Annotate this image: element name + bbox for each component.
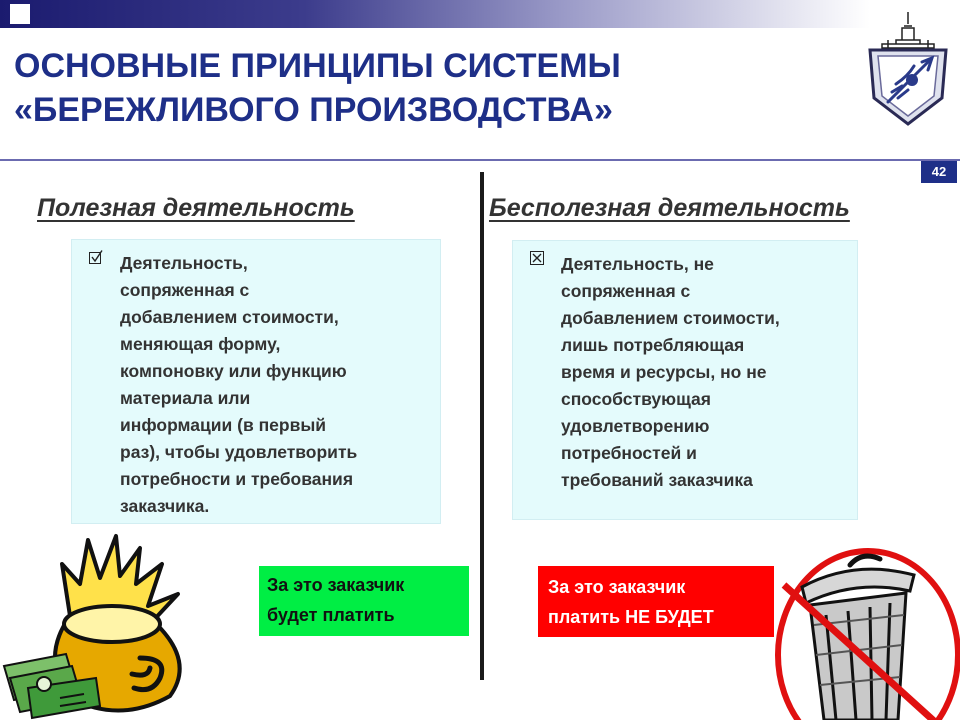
crossed-box-icon	[530, 251, 544, 265]
university-emblem-logo	[862, 10, 954, 128]
trash-can-icon	[764, 545, 960, 720]
will-not-pay-callout: За это заказчик платить НЕ БУДЕТ	[538, 566, 774, 637]
column-divider	[480, 172, 484, 680]
slide-title	[14, 44, 854, 132]
useful-activity-box	[71, 239, 441, 524]
useless-activity-box	[512, 240, 858, 520]
title-divider	[0, 159, 960, 161]
slide-number-badge: 42	[921, 161, 957, 183]
money-bag-icon	[0, 528, 200, 720]
useless-activity-text: Деятельность, не сопряженная с добавлением стоимости, лишь потребляющая время и ресурсы, но не способствующая удовлетворению потребностей и требований заказчика	[561, 254, 780, 490]
top-bar-square	[10, 4, 30, 24]
useful-activity-heading: Полезная деятельность	[37, 194, 355, 222]
title-line-2: «БЕРЕЖЛИВОГО ПРОИЗВОДСТВА»	[14, 91, 613, 129]
checked-box-icon	[89, 250, 103, 264]
will-pay-callout: За это заказчик будет платить	[259, 566, 469, 636]
title-line-1: ОСНОВНЫЕ ПРИНЦИПЫ СИСТЕМЫ	[14, 47, 621, 85]
useless-activity-heading: Бесполезная деятельность	[489, 194, 850, 222]
top-gradient-bar	[0, 0, 870, 28]
useful-activity-text: Деятельность, сопряженная с добавлением стоимости, меняющая форму, компоновку или функцию материала или информации (в первый раз), чтобы удовлетворить потребности и требования заказчика.	[120, 253, 358, 516]
